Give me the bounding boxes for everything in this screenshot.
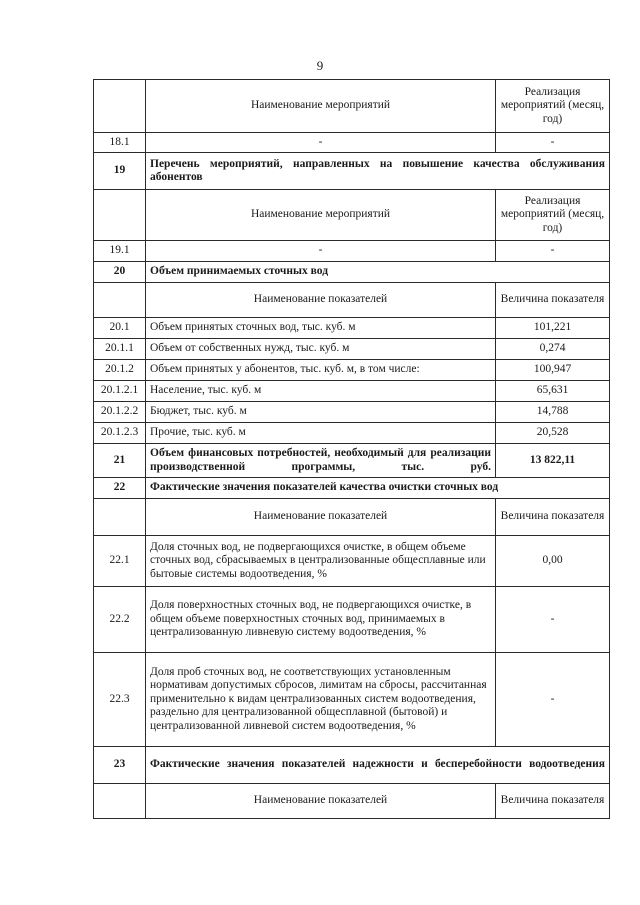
indicator-value: 100,947 [496, 360, 610, 381]
section-title: Фактические значения показателей надежности и бесперебойности водоотведения [146, 747, 610, 784]
section-row [94, 262, 610, 283]
indicator-name: Объем принятых сточных вод, тыс. куб. м [146, 318, 496, 339]
table-row [94, 318, 610, 339]
header-event-name: Наименование мероприятий [146, 190, 496, 241]
table-header-row [94, 499, 610, 536]
dash-cell: - [496, 587, 610, 653]
section-title: Фактические значения показателей качества очистки сточных вод [146, 478, 610, 499]
row-number: 20.1 [94, 318, 146, 339]
indicator-value: 65,631 [496, 381, 610, 402]
section-number: 23 [94, 747, 146, 784]
indicator-value: 101,221 [496, 318, 610, 339]
table-row [94, 587, 610, 653]
section-number: 19 [94, 153, 146, 190]
header-indicator-name: Наименование показателей [146, 784, 496, 819]
indicator-name: Прочие, тыс. куб. м [146, 423, 496, 444]
section-number: 20 [94, 262, 146, 283]
indicator-name: Бюджет, тыс. куб. м [146, 402, 496, 423]
indicator-name: Доля поверхностных сточных вод, не подвергающихся очистке, в общем объеме поверхностных сточных вод, принимаемых в централизованную ливневую систему водоотведения, % [146, 587, 496, 653]
row-number: 20.1.1 [94, 339, 146, 360]
row-number: 20.1.2 [94, 360, 146, 381]
indicator-value: 0,00 [496, 536, 610, 587]
section-row [94, 747, 610, 784]
empty-cell [94, 283, 146, 318]
page-number: 9 [316, 58, 324, 73]
table-header-row [94, 80, 610, 133]
empty-cell [94, 190, 146, 241]
table-row [94, 339, 610, 360]
section-number: 22 [94, 478, 146, 499]
empty-cell [94, 499, 146, 536]
header-indicator-name: Наименование показателей [146, 283, 496, 318]
section-row [94, 153, 610, 190]
row-number: 20.1.2.2 [94, 402, 146, 423]
row-number: 22.2 [94, 587, 146, 653]
empty-cell [94, 80, 146, 133]
table-row [94, 133, 610, 153]
indicator-value: 0,274 [496, 339, 610, 360]
row-number: 19.1 [94, 241, 146, 262]
financial-needs-value: 13 822,11 [496, 444, 610, 478]
dash-cell: - [146, 241, 496, 262]
table-header-row [94, 283, 610, 318]
section-title: Объем принимаемых сточных вод [146, 262, 610, 283]
section-row [94, 444, 610, 478]
table-row [94, 381, 610, 402]
header-indicator-name: Наименование показателей [146, 499, 496, 536]
indicator-name: Доля сточных вод, не подвергающихся очистке, в общем объеме сточных вод, сбрасываемых в централизованные общесплавные или бытовые системы водоотведения, % [146, 536, 496, 587]
section-title: Объем финансовых потребностей, необходимый для реализации производственной программы, тыс. руб. [146, 444, 496, 478]
table-row [94, 653, 610, 747]
section-row [94, 478, 610, 499]
row-number: 20.1.2.1 [94, 381, 146, 402]
table-row [94, 536, 610, 587]
indicator-name: Доля проб сточных вод, не соответствующих установленным нормативам допустимых сбросов, лимитам на сбросы, рассчитанная применительно к видам централизованных систем водоотведения, раздельно для централизованной общесплавной (бытовой) и централизованной ливневой систем водоотведения, % [146, 653, 496, 747]
section-number: 21 [94, 444, 146, 478]
dash-cell: - [496, 241, 610, 262]
header-realization: Реализация мероприятий (месяц, год) [496, 80, 610, 133]
table-row [94, 402, 610, 423]
indicator-name: Население, тыс. куб. м [146, 381, 496, 402]
table-header-row [94, 784, 610, 819]
table-row [94, 423, 610, 444]
empty-cell [94, 784, 146, 819]
section-title: Перечень мероприятий, направленных на повышение качества обслуживания абонентов [146, 153, 610, 190]
header-value: Величина показателя [496, 499, 610, 536]
header-event-name: Наименование мероприятий [146, 80, 496, 133]
table-row [94, 241, 610, 262]
production-program-table [93, 79, 610, 819]
row-number: 18.1 [94, 133, 146, 153]
table-header-row [94, 190, 610, 241]
row-number: 22.1 [94, 536, 146, 587]
indicator-value: 20,528 [496, 423, 610, 444]
indicator-name: Объем от собственных нужд, тыс. куб. м [146, 339, 496, 360]
header-value: Величина показателя [496, 784, 610, 819]
indicator-value: 14,788 [496, 402, 610, 423]
row-number: 20.1.2.3 [94, 423, 146, 444]
header-value: Величина показателя [496, 283, 610, 318]
indicator-name: Объем принятых у абонентов, тыс. куб. м, в том числе: [146, 360, 496, 381]
dash-cell: - [146, 133, 496, 153]
dash-cell: - [496, 133, 610, 153]
header-realization: Реализация мероприятий (месяц, год) [496, 190, 610, 241]
row-number: 22.3 [94, 653, 146, 747]
dash-cell: - [496, 653, 610, 747]
table-row [94, 360, 610, 381]
